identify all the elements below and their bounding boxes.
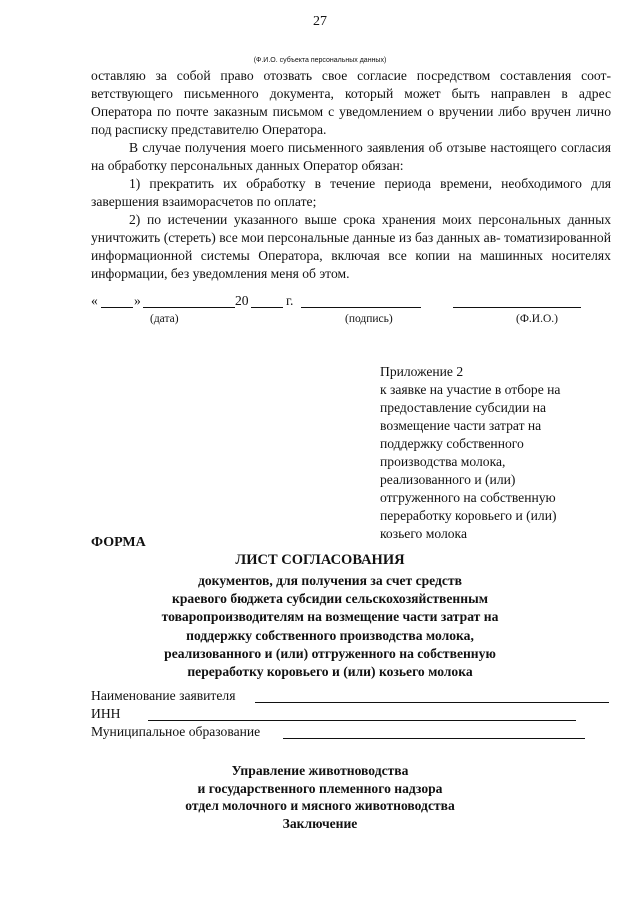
form-label: ФОРМА: [91, 535, 146, 550]
text-line: 2) по истечении указанного выше срока хранения моих персональных: [129, 212, 561, 227]
text-line: ветствующего письменного документа, который может быть направлен в адрес: [91, 86, 611, 101]
appendix-line: поддержку собственного: [380, 436, 524, 451]
month-blank[interactable]: [143, 293, 235, 308]
appendix-line: козьего молока: [380, 526, 467, 541]
year-prefix: 20: [235, 293, 249, 308]
applicant-field[interactable]: [255, 688, 609, 703]
day-blank[interactable]: [101, 293, 133, 308]
signature-line: [91, 293, 611, 315]
text-line: 1) прекратить их обработку в течение периода времени, необходимого: [129, 176, 582, 191]
appendix-line: переработку коровьего и (или): [380, 508, 557, 523]
document-title: ЛИСТ СОГЛАСОВАНИЯ: [235, 552, 405, 568]
department-line: отдел молочного и мясного животноводства: [185, 798, 455, 814]
fio-blank[interactable]: [453, 293, 581, 308]
obligation-item-1: [91, 175, 611, 211]
applicant-label: Наименование заявителя: [91, 688, 236, 703]
subtitle-line: товаропроизводителям на возмещение части затрат на: [161, 609, 499, 625]
text-line: согласия на обработку персональных данных Оператор обязан:: [91, 140, 611, 173]
text-line: оставляю за собой право отозвать свое согласие посредством составления соот-: [91, 68, 611, 83]
text-line: машинных носителях информации, без уведомления меня об этом.: [91, 248, 611, 281]
municipality-label: Муниципальное образование: [91, 724, 261, 739]
text-line: для завершения взаиморасчетов по оплате;: [91, 176, 611, 209]
paragraph-revocation: [91, 67, 611, 139]
document-subtitle: [120, 572, 540, 681]
text-line: данных уничтожить (стереть) все мои персональные данные из баз данных ав-: [91, 212, 612, 245]
year-suffix: г.: [286, 293, 294, 308]
signature-caption: (подпись): [345, 313, 393, 325]
municipality-field[interactable]: [283, 724, 585, 739]
consent-text: [91, 67, 611, 283]
inn-field[interactable]: [148, 706, 576, 721]
department-line: и государственного племенного надзора: [197, 780, 443, 796]
department-heading: [0, 762, 640, 832]
text-line: лично под расписку представителю Оператора.: [91, 104, 611, 137]
subtitle-line: реализованного и (или) отгруженного на собственную: [164, 645, 496, 661]
appendix-line: к заявке на участие в отборе на: [380, 382, 561, 397]
subtitle-line: поддержку собственного производства молока,: [186, 627, 474, 643]
appendix-note: [380, 363, 595, 543]
page-number: 27: [313, 14, 327, 29]
text-line: Оператора по почте заказным письмом с уведомлением о вручении либо вручен: [91, 104, 572, 119]
appendix-line: отгруженного на собственную: [380, 490, 556, 505]
appendix-line: предоставление субсидии на: [380, 400, 547, 415]
appendix-line: возмещение части затрат на: [380, 418, 542, 433]
department-line: Управление животноводства: [231, 763, 409, 778]
appendix-line: реализованного и (или): [380, 472, 516, 487]
open-quote: «: [91, 293, 98, 308]
fio-caption: (Ф.И.О.): [516, 313, 558, 325]
subtitle-line: краевого бюджета субсидии сельскохозяйственным: [172, 591, 488, 607]
obligation-item-2: [91, 211, 611, 283]
inn-label: ИНН: [91, 706, 121, 721]
year-blank[interactable]: [251, 293, 283, 308]
date-caption: (дата): [150, 313, 179, 325]
signature-blank[interactable]: [301, 293, 421, 308]
text-line: томатизированной информационной системы Оператора, включая все копии на: [91, 230, 611, 263]
close-quote: »: [134, 293, 141, 308]
text-line: В случае получения моего письменного заявления об отзыве настоящего: [129, 140, 557, 155]
appendix-line: Приложение 2: [380, 364, 464, 379]
conclusion-heading: Заключение: [282, 815, 358, 831]
subject-name-caption: (Ф.И.О. субъекта персональных данных): [253, 57, 387, 64]
paragraph-operator-obligations: [91, 139, 611, 175]
subtitle-line: документов, для получения за счет средств: [198, 573, 462, 588]
subtitle-line: переработку коровьего и (или) козьего молока: [187, 664, 473, 680]
appendix-line: производства молока,: [380, 454, 506, 469]
